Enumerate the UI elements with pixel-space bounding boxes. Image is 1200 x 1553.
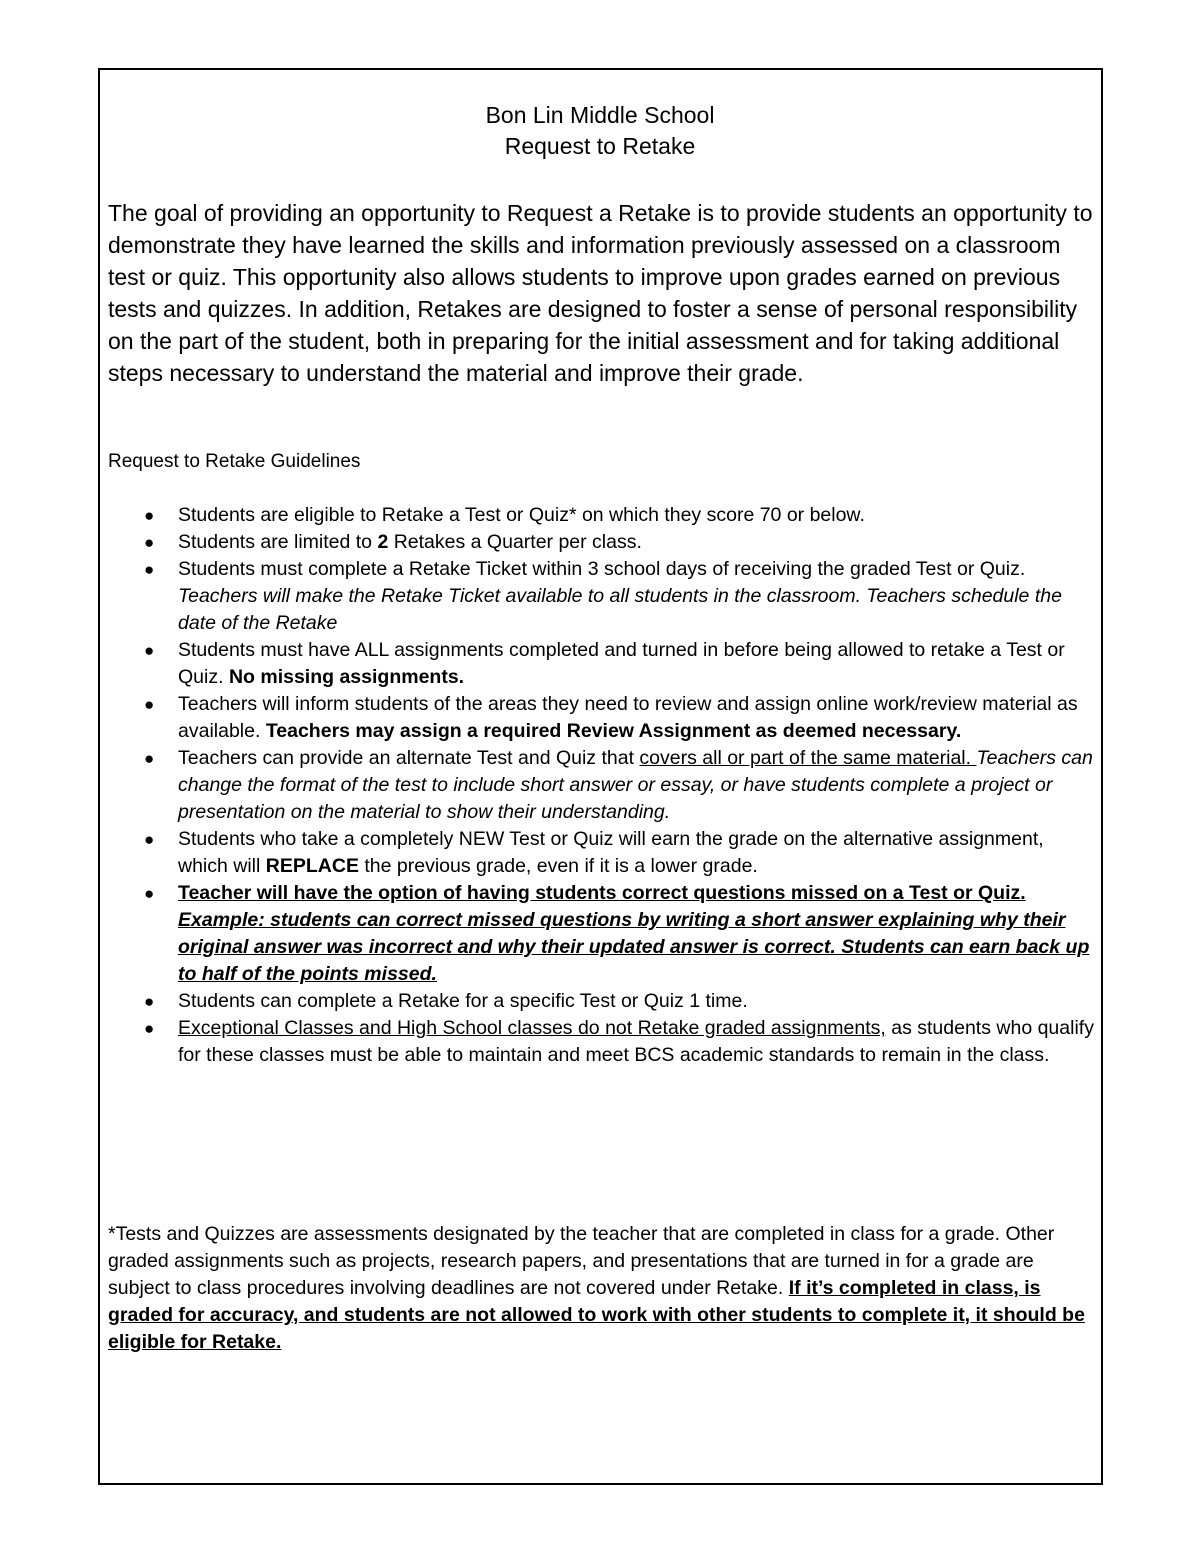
guideline-text: Students are limited to bbox=[178, 531, 378, 553]
guideline-text: Students are eligible to Retake a Test or Quiz* on which they score 70 or below. bbox=[178, 504, 865, 526]
bullet-icon: ● bbox=[144, 884, 155, 903]
guideline-text: Students who take a completely NEW Test or Quiz will earn the grade on the alternative assignment, which will bbox=[178, 828, 1044, 877]
document-header bbox=[0, 100, 1200, 162]
bullet-icon: ● bbox=[144, 992, 155, 1011]
intro-section bbox=[108, 197, 1093, 389]
guideline-bold-underline: Teacher will have the option of having students correct questions missed on a Test or Quiz. bbox=[178, 882, 1026, 904]
guideline-bold-underline-italic: Example: students can correct missed questions by writing a short answer explaining why their original answer was incorrect and why their updated answer is correct. Students can earn back up to half of the points missed. bbox=[178, 909, 1090, 985]
bullet-icon: ● bbox=[144, 506, 155, 525]
bullet-icon: ● bbox=[144, 1019, 155, 1038]
school-name: Bon Lin Middle School bbox=[485, 102, 715, 128]
guideline-text: as students who qualify for these classes must be able to maintain and meet BCS academic standards to remain in the class. bbox=[178, 1017, 1094, 1066]
guideline-item bbox=[108, 691, 1098, 745]
guideline-text: Students can complete a Retake for a specific Test or Quiz 1 time. bbox=[178, 990, 748, 1012]
guideline-item bbox=[108, 880, 1098, 988]
bullet-icon: ● bbox=[144, 695, 155, 714]
bullet-icon: ● bbox=[144, 749, 155, 768]
guidelines-list bbox=[108, 502, 1098, 1069]
guideline-italic: Teachers will make the Retake Ticket available to all students in the classroom. Teachers schedule the date of the Retake bbox=[178, 585, 1062, 634]
guideline-item bbox=[108, 1015, 1098, 1069]
bullet-icon: ● bbox=[144, 641, 155, 660]
document-title: Request to Retake bbox=[504, 133, 696, 159]
guideline-bold: Teachers may assign a required Review Assignment as deemed necessary. bbox=[265, 720, 962, 742]
guideline-text: Teachers can provide an alternate Test and Quiz that bbox=[178, 747, 640, 769]
footnote-section bbox=[108, 1221, 1098, 1356]
bullet-icon: ● bbox=[144, 830, 155, 849]
guideline-italic: Teachers can change the format of the test to include short answer or essay, or have students complete a project or presentation on the material to show their understanding. bbox=[178, 747, 1093, 823]
footnote-emphasis: If it’s completed in class, is graded for accuracy, and students are not allowed to work with other students to complete it, it should be eligible for Retake. bbox=[108, 1277, 1085, 1353]
guideline-item bbox=[108, 502, 1098, 529]
guideline-text: Teachers will inform students of the areas they need to review and assign online work/review material as available. bbox=[178, 693, 1078, 742]
guideline-bold: 2 bbox=[377, 531, 389, 553]
guideline-text: the previous grade, even if it is a lower grade. bbox=[358, 855, 758, 877]
guideline-item bbox=[108, 637, 1098, 691]
footnote-text: *Tests and Quizzes are assessments designated by the teacher that are completed in class for a grade. Other graded assignments such as projects, research papers, and presentations that are turned in for a grade are subject to class procedures involving deadlines are not covered under Retake. bbox=[108, 1223, 1055, 1299]
intro-paragraph: The goal of providing an opportunity to Request a Retake is to provide students an opportunity to demonstrate they have learned the skills and information previously assessed on a classroom test or quiz. This opportunity also allows students to improve upon grades earned on previous tests and quizzes. In addition, Retakes are designed to foster a sense of personal responsibility on the part of the student, both in preparing for the initial assessment and for taking additional steps necessary to understand the material and improve their grade. bbox=[108, 200, 1093, 386]
guideline-item bbox=[108, 988, 1098, 1015]
guideline-text: Students must complete a Retake Ticket within 3 school days of receiving the graded Test or Quiz. bbox=[178, 558, 1026, 580]
footnote-paragraph bbox=[108, 1221, 1098, 1356]
bullet-icon: ● bbox=[144, 533, 155, 552]
guideline-item bbox=[108, 826, 1098, 880]
guideline-item bbox=[108, 556, 1098, 637]
guideline-underline: Exceptional Classes and High School classes do not Retake graded assignments, bbox=[178, 1017, 886, 1039]
guideline-item bbox=[108, 745, 1098, 826]
guideline-bold: REPLACE bbox=[265, 855, 359, 877]
guidelines-heading: Request to Retake Guidelines bbox=[108, 451, 361, 472]
guideline-underline: covers all or part of the same material. bbox=[639, 747, 977, 769]
bullet-icon: ● bbox=[144, 560, 155, 579]
guideline-bold: No missing assignments. bbox=[228, 666, 465, 688]
guideline-item bbox=[108, 529, 1098, 556]
guideline-text: Students must have ALL assignments completed and turned in before being allowed to retake a Test or Quiz. bbox=[178, 639, 1065, 688]
guideline-text: Retakes a Quarter per class. bbox=[388, 531, 642, 553]
